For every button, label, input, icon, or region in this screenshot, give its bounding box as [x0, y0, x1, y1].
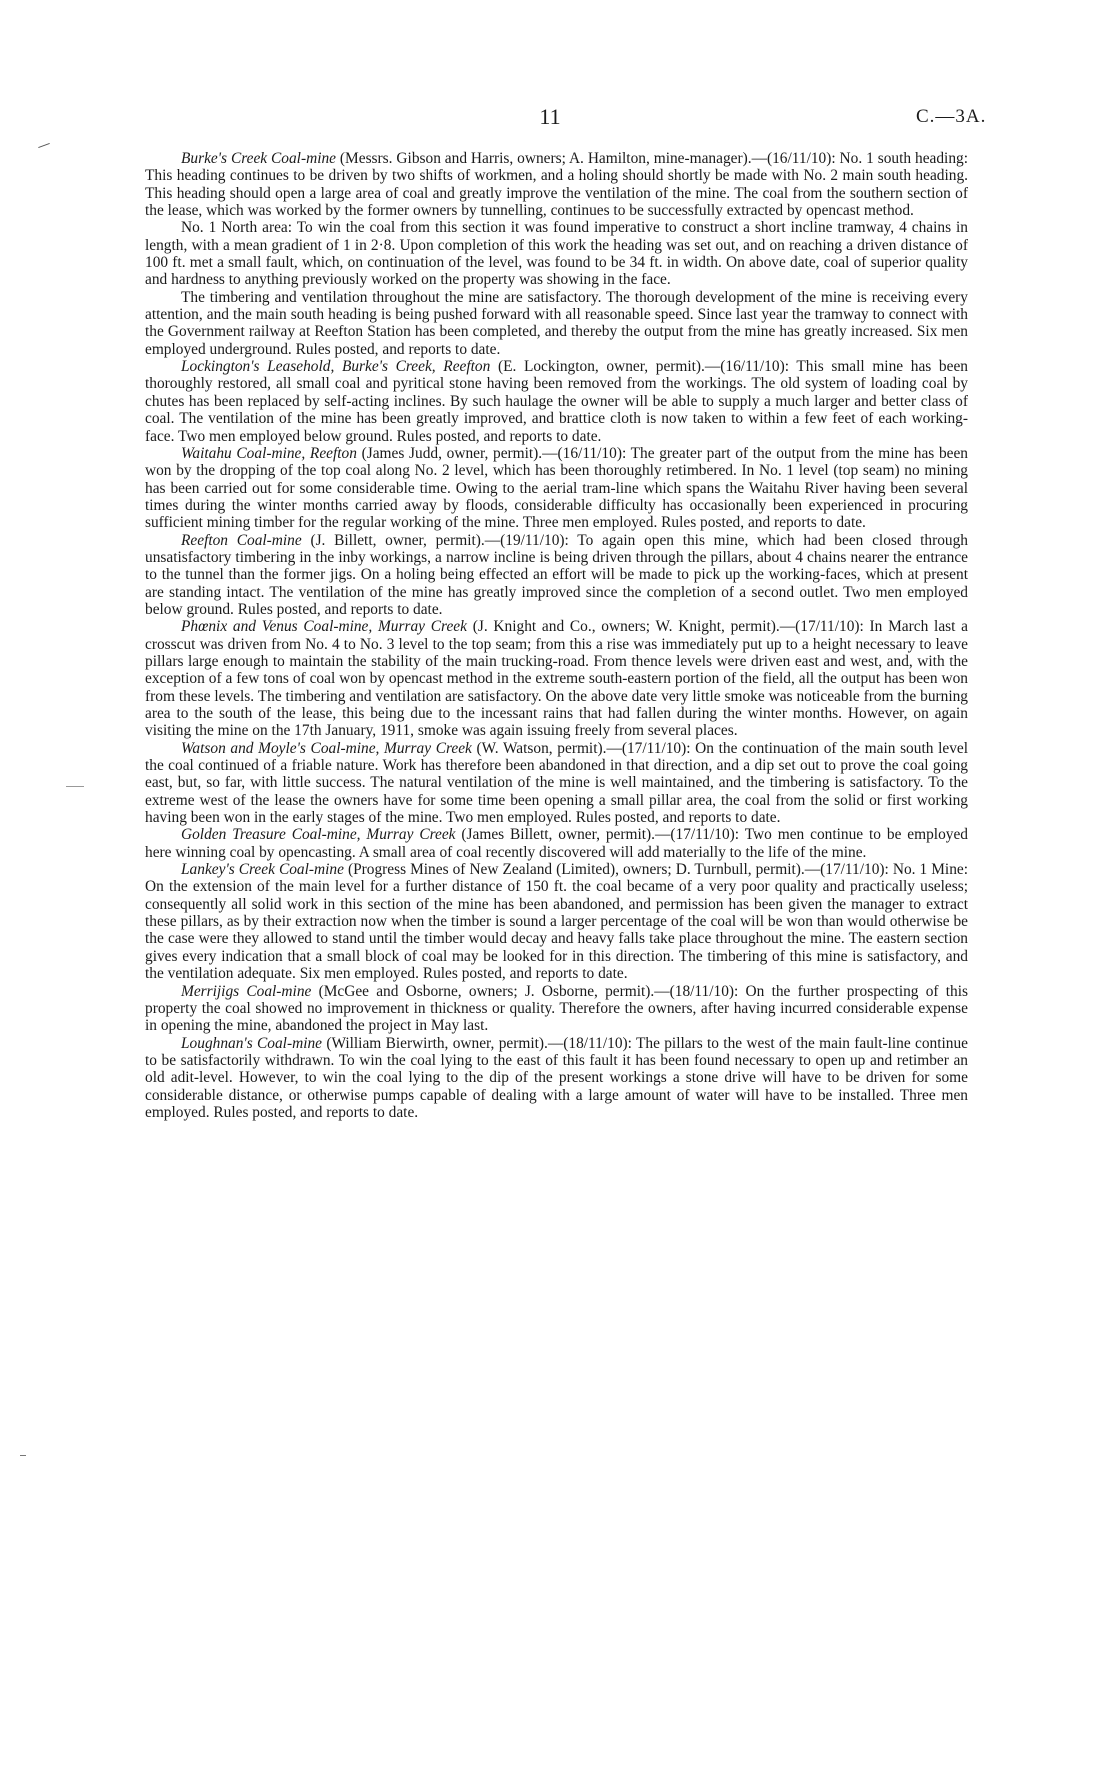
paragraph-text: (J. Knight and Co., owners; W. Knight, permit).—(17/11/10): In March last a crosscut was driven from No. 4 to No. 3 level to the top seam; from this a rise was immediately put up to a height necessary to leave pillars large enough to maintain the stability of the main trucking-road. From thence levels were driven east and west, and, with the exception of a few tons of coal won by opencast method in the extreme south-eastern portion of the field, all the output has been won from these levels. The timbering and ventilation are satisfactory. On the above date very little smoke was noticeable from the burning area to the south of the lease, this being due to the incessant rains that had fallen during the winter months. However, on again visiting the mine on the 17th January, 1911, smoke was again issuing freely from several places.	[145, 618, 968, 740]
paragraph	[145, 358, 968, 445]
paragraph	[145, 861, 968, 982]
report-body	[145, 150, 968, 1121]
paragraph-text: (Progress Mines of New Zealand (Limited), owners; D. Turnbull, permit).—(17/11/10): No. 1 Mine: On the extension of the main level for a further distance of 150 ft. the coal became of a very poor quality and practically useless; consequently all solid work in this section of the mine has been abandoned, and permission has been given the manager to extract these pillars, as by their extraction now when the timber is sound a larger percentage of the coal will be won than would otherwise be the case were they allowed to stand until the timber would decay and heavy falls take place throughout the mine. The eastern section gives every indication that a small block of coal may be looked for in this direction. The timbering of this mine is satisfactory, and the ventilation adequate. Six men employed. Rules posted, and reports to date.	[145, 861, 968, 983]
mine-title: Merrijigs Coal-mine	[181, 982, 312, 1000]
paragraph	[145, 740, 968, 827]
mine-title: Reefton Coal-mine	[181, 531, 302, 549]
document-reference: C.—3A.	[916, 106, 987, 127]
mine-title: Lockington's Leasehold, Burke's Creek, Reefton	[181, 358, 491, 376]
mine-title: Burke's Creek Coal-mine	[181, 150, 337, 167]
mine-title: Phœnix and Venus Coal-mine, Murray Creek	[181, 618, 467, 636]
margin-mark	[66, 786, 84, 787]
paragraph-text: (Messrs. Gibson and Harris, owners; A. Hamilton, mine-manager).—(16/11/10): No. 1 south heading: This heading continues to be driven by two shifts of workmen, and a holing should shortly be made with No. 2 main south heading. This heading should open a large area of coal and greatly improve the ventilation of the mine. The coal from the southern section of the lease, which was worked by the former owners by tunnelling, continues to be successfully extracted by opencast method.	[145, 150, 968, 220]
mine-title: Golden Treasure Coal-mine, Murray Creek	[181, 826, 456, 844]
paragraph-text: (J. Billett, owner, permit).—(19/11/10): To again open this mine, which had been closed through unsatisfactory timbering in the inby workings, a narrow incline is being driven through the pillars, about 4 chains nearer the entrance to the tunnel than the former jigs. On a holing being effected an effort will be made to pick up the working-faces, which at present are standing intact. The ventilation of the mine has greatly improved since the completion of a second outlet. Two men employed below ground. Rules posted, and reports to date.	[145, 531, 969, 618]
paragraph-text: (W. Watson, permit).—(17/11/10): On the continuation of the main south level the coal continued of a friable nature. Work has therefore been abandoned in that direction, and a dip set out to prove the coal going east, but, so far, with little success. The natural ventilation of the mine is well maintained, and the timbering is satisfactory. To the extreme west of the lease the owners have for some time been opening a small pillar area, the coal from the solid or first working having been won in the early stages of the mine. Two men employed. Rules posted, and reports to date.	[145, 739, 968, 827]
paragraph-text: (E. Lockington, owner, permit).—(16/11/10): This small mine has been thoroughly restored, all small coal and pyritical stone having been removed from the workings. The old system of loading coal by chutes has been replaced by self-acting inclines. By such haulage the owner will be able to supply a much larger and better class of coal. The ventilation of the mine has been greatly improved, and brattice cloth is now taken to within a few feet of each working-face. Two men employed below ground. Rules posted, and reports to date.	[145, 358, 968, 445]
paragraph	[145, 150, 968, 219]
paragraph-text: (James Judd, owner, permit).—(16/11/10): The greater part of the output from the mine has been won by the dropping of the top coal along No. 2 level, which has been thoroughly retimbered. In No. 1 level (top seam) no mining has been carried out for some considerable time. Owing to the aerial tram-line which spans the Waitahu River having been several times during the winter months carried away by floods, considerable difficulty has occasionally been experienced in procuring sufficient mining timber for the regular working of the mine. Three men employed. Rules posted, and reports to date.	[145, 444, 968, 532]
paragraph	[145, 445, 968, 532]
paragraph	[145, 219, 968, 288]
paragraph	[145, 826, 968, 861]
mine-title: Loughnan's Coal-mine	[181, 1034, 322, 1052]
margin-mark	[38, 143, 50, 148]
paragraph-text: The timbering and ventilation throughout the mine are satisfactory. The thorough development of the mine is receiving every attention, and the main south heading is being pushed forward with all reasonable speed. Since last year the tramway to connect with the Government railway at Reefton Station has been completed, and thereby the output from the mine has greatly increased. Six men employed underground. Rules posted, and reports to date.	[145, 288, 968, 358]
paragraph-text: (William Bierwirth, owner, permit).—(18/11/10): The pillars to the west of the main fault-line continue to be satisfactorily withdrawn. To win the coal lying to the east of this fault it has been found necessary to open up and retimber an old adit-level. However, to win the coal lying to the dip of the present workings a stone drive will have to be driven for some considerable distance, or otherwise pumps capable of dealing with a large amount of water will have to be installed. Three men employed. Rules posted, and reports to date.	[145, 1034, 968, 1121]
paragraph-text: (James Billett, owner, permit).—(17/11/10): Two men continue to be employed here winning coal by opencasting. A small area of coal recently discovered will add materially to the life of the mine.	[145, 826, 968, 861]
paragraph	[145, 983, 968, 1035]
paragraph	[145, 618, 968, 739]
paragraph	[145, 1035, 968, 1122]
paragraph	[145, 289, 968, 358]
margin-mark	[20, 1455, 26, 1456]
paragraph-text: (McGee and Osborne, owners; J. Osborne, permit).—(18/11/10): On the further prospecting of this property the coal showed no improvement in thickness or quality. Therefore the owners, after having incurred considerable expense in opening the mine, abandoned the project in May last.	[145, 982, 968, 1035]
mine-title: Watson and Moyle's Coal-mine, Murray Creek	[181, 739, 472, 757]
paragraph	[145, 532, 968, 619]
mine-title: Waitahu Coal-mine, Reefton	[181, 444, 357, 462]
mine-title: Lankey's Creek Coal-mine	[181, 861, 344, 879]
paragraph-text: No. 1 North area: To win the coal from this section it was found imperative to construct a short incline tramway, 4 chains in length, with a mean gradient of 1 in 2·8. Upon completion of this work the heading was set out, and on reaching a driven distance of 100 ft. met a small fault, which, on continuation of the level, was found to be 34 ft. in width. On above date, coal of superior quality and hardness to anything previously worked on the property was showing in the face.	[145, 219, 968, 289]
page-number: 11	[539, 104, 561, 129]
